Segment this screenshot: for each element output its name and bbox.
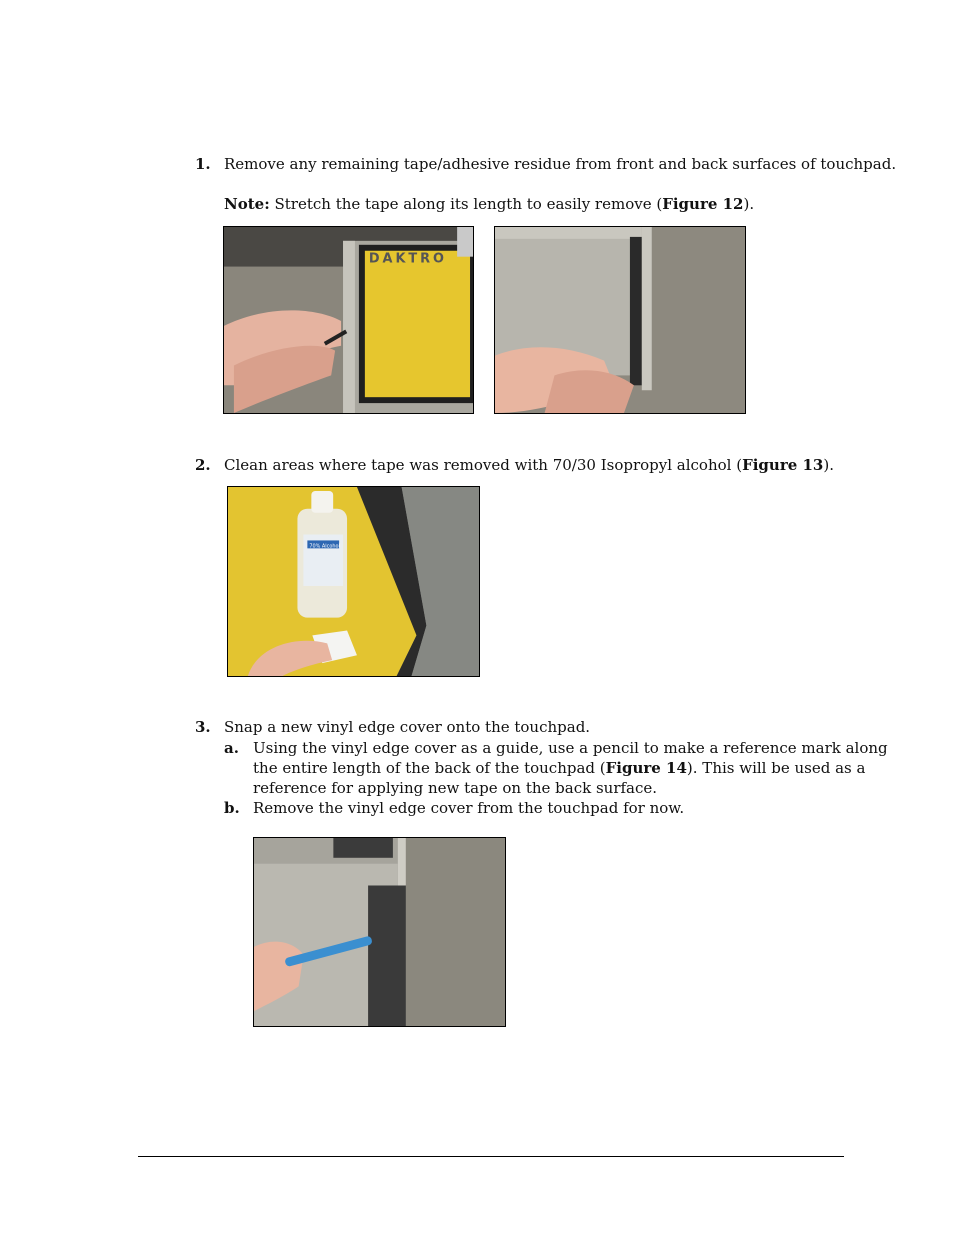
note-label: Note: — [224, 195, 270, 213]
substep-a-line-2-start: the entire length of the back of the touchpad ( — [253, 759, 606, 777]
step-3-number: 3. — [195, 718, 211, 736]
substep-a-line-3: reference for applying new tape on the back surface. — [253, 779, 658, 797]
step-2-text-end: ). — [823, 456, 834, 474]
note-text: Stretch the tape along its length to easily remove ( — [269, 195, 663, 213]
substep-a-line-2-end: ). This will be used as a — [686, 759, 866, 777]
step-3-text: Snap a new vinyl edge cover onto the touchpad. — [224, 718, 591, 736]
step-1-number: 1. — [195, 155, 211, 173]
note-text-end: ). — [743, 195, 755, 213]
figure-12-ref: Figure 12 — [662, 195, 744, 213]
daktronics-logo-text: DAKTRO — [368, 251, 447, 267]
step-1-note — [224, 195, 754, 213]
footer-rule — [138, 1156, 844, 1157]
substep-b-line-1: Remove the vinyl edge cover from the touchpad for now. — [253, 799, 685, 817]
step-2-number: 2. — [195, 456, 211, 474]
figure-12-photo-back — [494, 226, 746, 414]
substep-a-line-2 — [253, 759, 865, 777]
figure-12-photo-front — [223, 226, 474, 414]
figure-13-photo — [227, 486, 480, 677]
substep-b-letter: b. — [224, 799, 240, 817]
substep-a-letter: a. — [224, 739, 239, 757]
figure-14-photo — [253, 837, 506, 1027]
figure-13-ref: Figure 13 — [742, 456, 824, 474]
figure-14-ref: Figure 14 — [605, 759, 687, 777]
substep-a-line-1: Using the vinyl edge cover as a guide, use a pencil to make a reference mark along — [253, 739, 888, 757]
step-2-text-start: Clean areas where tape was removed with 70/30 Isopropyl alcohol ( — [224, 456, 743, 474]
step-2-text — [224, 456, 834, 474]
step-1-text: Remove any remaining tape/adhesive residue from front and back surfaces of touchpad. — [224, 155, 897, 173]
bottle-label-text: 70% Alcohol — [309, 543, 340, 550]
